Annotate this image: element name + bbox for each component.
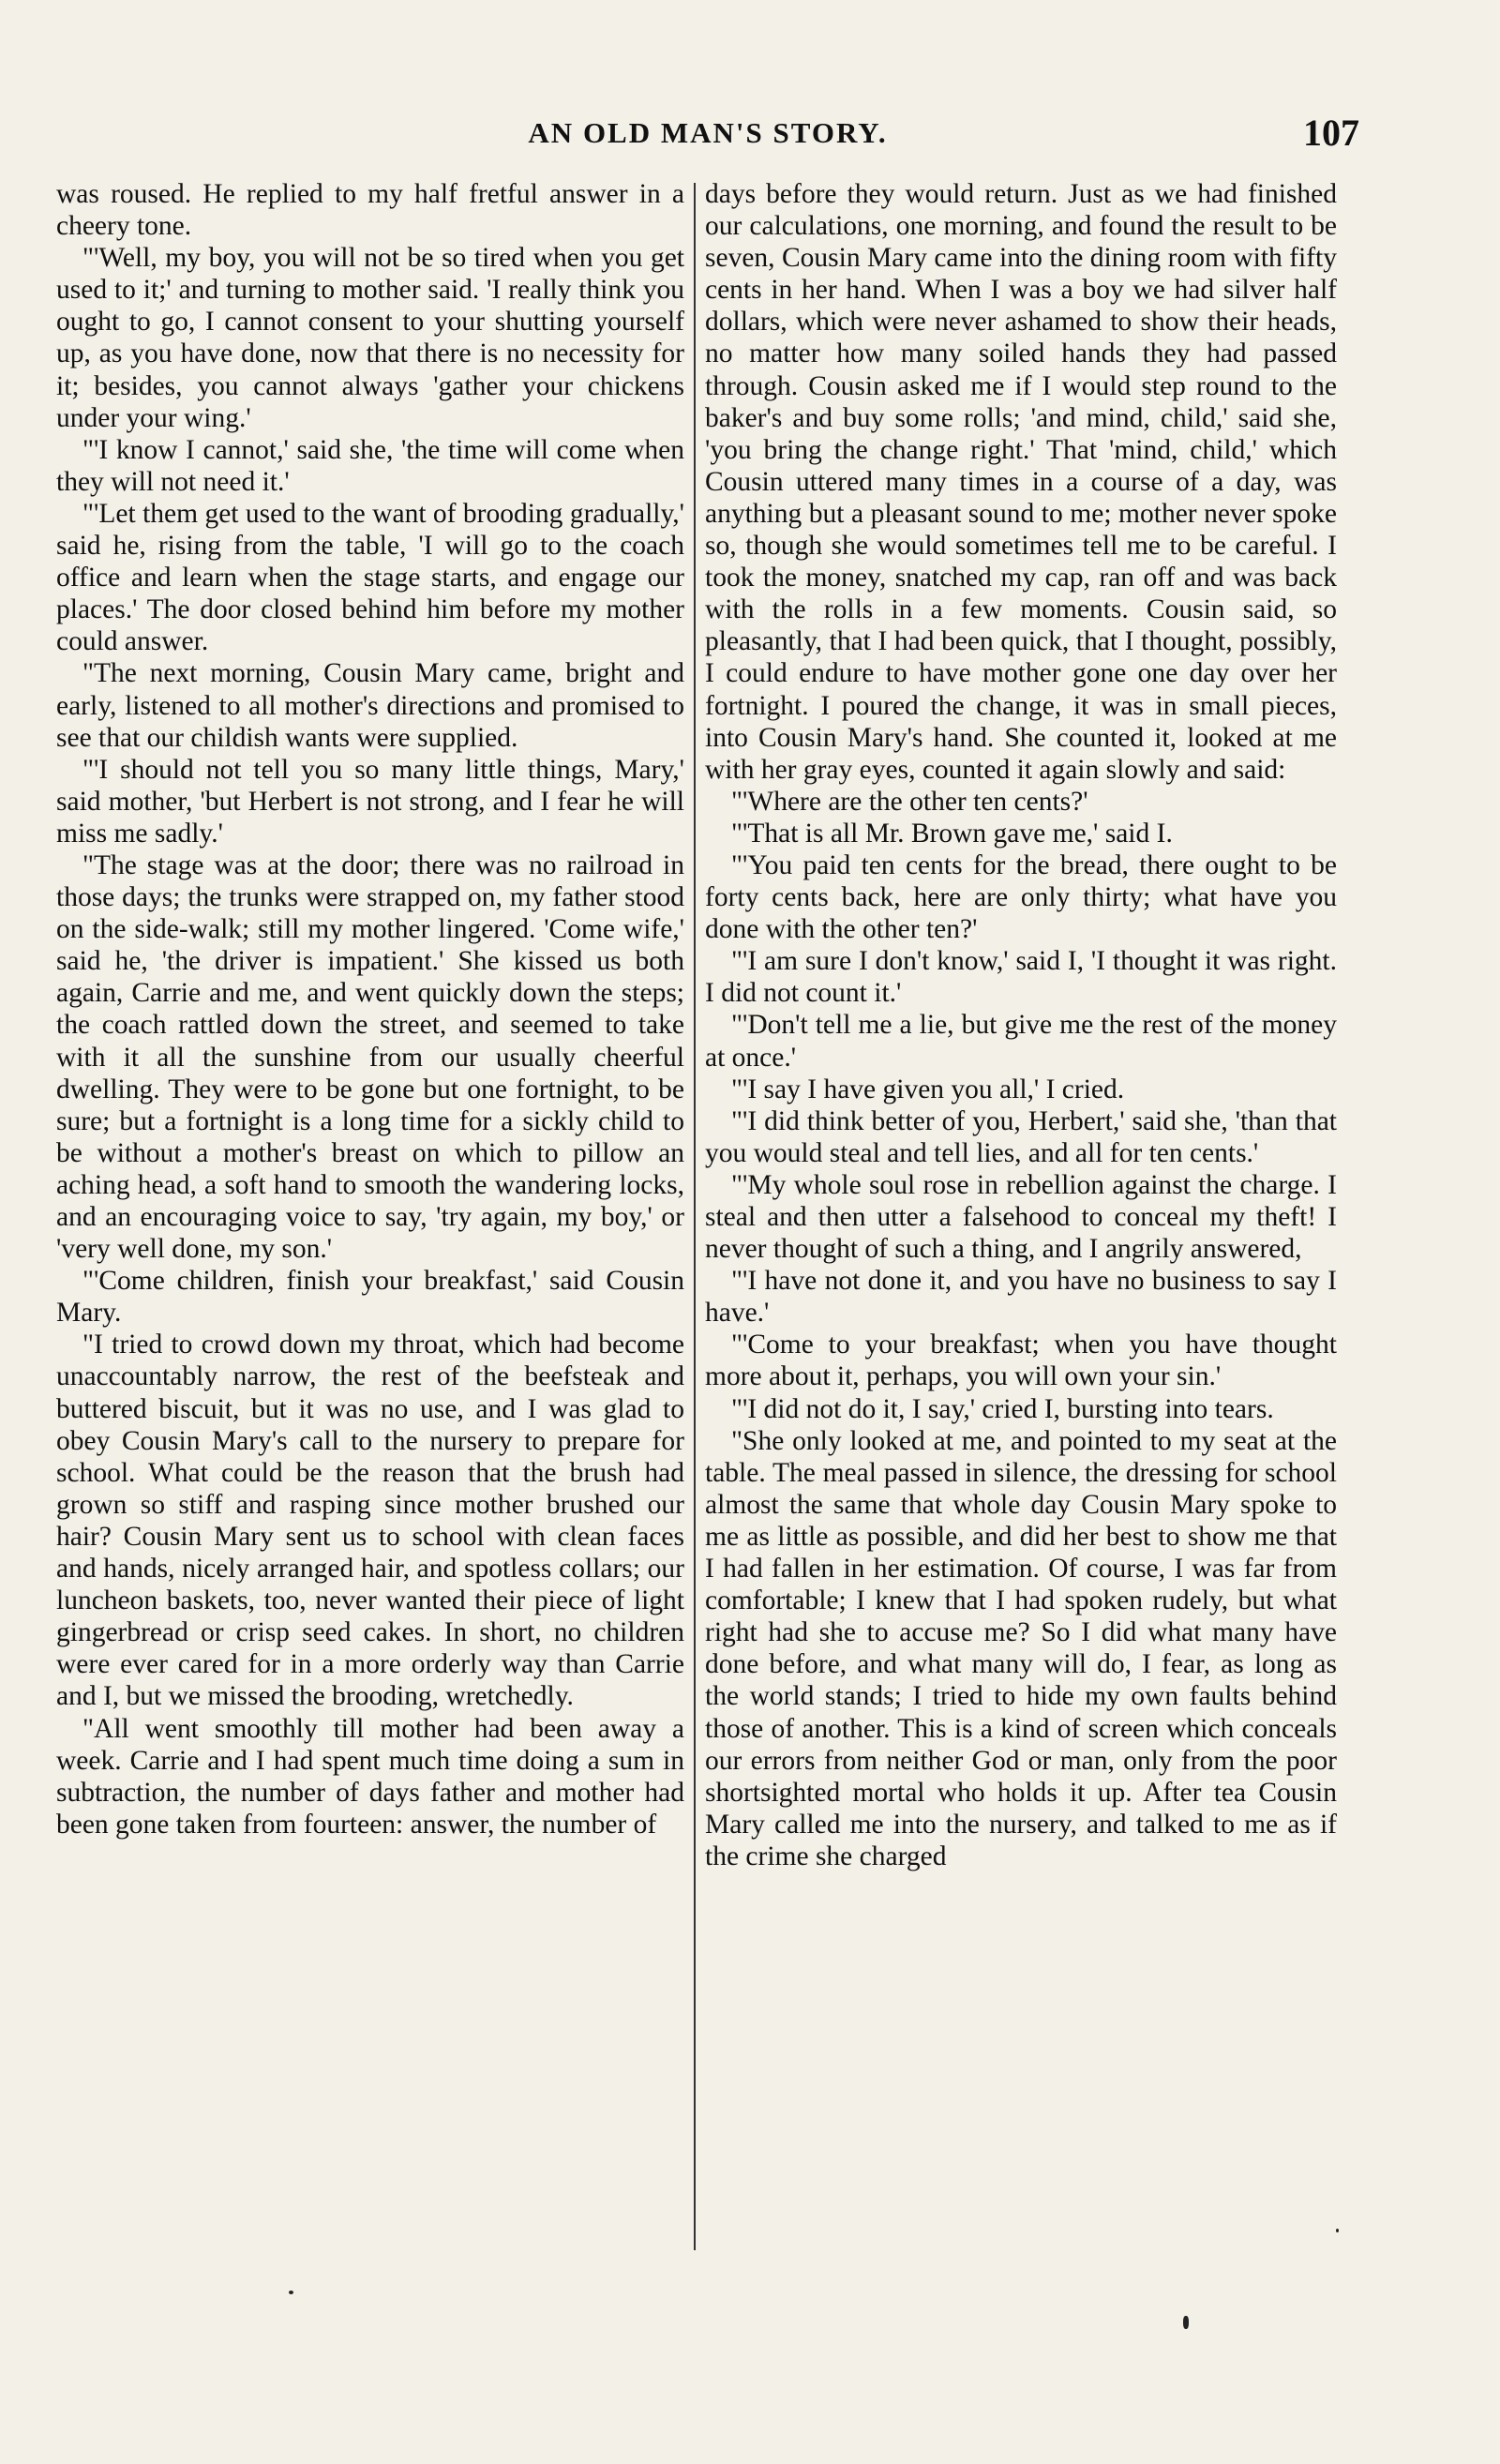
page-number: 107 [1303, 112, 1359, 154]
ink-speck [1336, 2229, 1339, 2232]
ink-speck [1183, 2316, 1189, 2329]
paragraph: "'Where are the other ten cents?' [731, 786, 1088, 817]
ink-speck [289, 2291, 293, 2294]
paragraph: "'My whole soul rose in rebellion against the charge. I steal and then utter a falsehood to conceal my theft! I never thought of such a thing, and I angrily answered, [705, 1169, 1337, 1265]
running-head [56, 111, 1359, 158]
paragraph: "I tried to crowd down my throat, which had become unaccountably narrow, the rest of the beefsteak and buttered biscuit, but it was no use, and I was glad to obey Cousin Mary's call to the nursery to prepare for school. What could be the reason that the brush had grown so stiff and rasping since mother brushed our hair? Cousin Mary sent us to school with clean faces and hands, nicely arranged hair, and spotless collars; our luncheon baskets, too, never wanted their piece of light gingerbread or crisp seed cakes. In short, no children were ever cared for in a more orderly way than Carrie and I, but we missed the brooding, wretchedly. [56, 1330, 684, 1712]
paragraph: "'I have not done it, and you have no business to say I have.' [705, 1266, 1337, 1329]
paragraph: "'I did not do it, I say,' cried I, bursting into tears. [731, 1393, 1274, 1424]
paragraph: "'Let them get used to the want of brooding gradually,' said he, rising from the table, 'I will go to the coach office and learn when the stage starts, and engage our places.' The door closed behind him before my mother could answer. [56, 498, 684, 657]
paragraph: was roused. He replied to my half fretful answer in a cheery tone. [56, 179, 684, 242]
paragraph: "'Don't tell me a lie, but give me the rest of the money at once.' [705, 1010, 1337, 1073]
paragraph: days before they would return. Just as we had finished our calculations, one morning, and found the result to be seven, Cousin Mary came into the dining room with fifty cents in her hand. When I was a boy we had silver half dollars, which were never ashamed to show their heads, no matter how many soiled hands they had passed through. Cousin asked me if I would step round to the baker's and buy some rolls; 'and mind, child,' said she, 'you bring the change right.' That 'mind, child,' which Cousin uttered many times in a course of a day, was anything but a pleasant sound to me; mother never spoke so, though she would sometimes tell me to be careful. I took the money, snatched my cap, ran off and was back with the rolls in a few moments. Cousin said, so pleasantly, that I had been quick, that I thought, possibly, I could endure to have mother gone one day over her fortnight. I poured the change, it was in small pieces, into Cousin Mary's hand. She counted it, looked at me with her gray eyes, counted it again slowly and said: [705, 179, 1337, 785]
paragraph: "'Come to your breakfast; when you have thought more about it, perhaps, you will own your sin.' [705, 1330, 1337, 1392]
left-column [56, 178, 684, 1840]
paragraph: "'I am sure I don't know,' said I, 'I thought it was right. I did not count it.' [705, 946, 1337, 1009]
paragraph: "The stage was at the door; there was no railroad in those days; the trunks were strapped on, my father stood on the side-walk; still my mother lingered. 'Come wife,' said he, 'the driver is impatient.' She kissed us both again, Carrie and me, and went quickly down the steps; the coach rattled down the street, and seemed to take with it all the sunshine from our usually cheerful dwelling. They were to be gone but one fortnight, to be sure; but a fortnight is a long time for a sickly child to be without a mother's breast on which to pillow an aching head, a soft hand to smooth the wandering locks, and an encouraging voice to say, 'try again, my boy,' or 'very well done, my son.' [56, 849, 684, 1265]
paragraph: "'I say I have given you all,' I cried. [731, 1074, 1125, 1104]
paragraph: "'You paid ten cents for the bread, there ought to be forty cents back, here are only thirty; what have you done with the other ten?' [705, 849, 1337, 945]
right-column [705, 178, 1337, 1872]
paragraph: "'I did think better of you, Herbert,' said she, 'than that you would steal and tell lies, and all for ten cents.' [705, 1105, 1337, 1168]
paragraph: "'That is all Mr. Brown gave me,' said I. [731, 818, 1173, 849]
column-divider [694, 183, 696, 2250]
paragraph: "'Come children, finish your breakfast,' said Cousin Mary. [56, 1266, 684, 1329]
paragraph: "All went smoothly till mother had been away a week. Carrie and I had spent much time doing a sum in subtraction, the number of days father and mother had been gone taken from fourteen: answer, the number of [56, 1713, 684, 1840]
paragraph: "She only looked at me, and pointed to my seat at the table. The meal passed in silence, the dressing for school almost the same that whole day Cousin Mary spoke to me as little as possible, and did her best to show me that I had fallen in her estimation. Of course, I was far from comfortable; I knew that I had spoken rudely, but what right had she to accuse me? So I did what many have done before, and what many will do, I fear, as long as the world stands; I tried to hide my own faults behind those of another. This is a kind of screen which conceals our errors from neither God or man, only from the poor shortsighted mortal who holds it up. After tea Cousin Mary called me into the nursery, and talked to me as if the crime she charged [705, 1425, 1337, 1871]
paragraph: "The next morning, Cousin Mary came, bright and early, listened to all mother's directions and promised to see that our childish wants were supplied. [56, 658, 684, 753]
paragraph: "'Well, my boy, you will not be so tired when you get used to it;' and turning to mother said. 'I really think you ought to go, I cannot consent to your shutting yourself up, as you have done, now that there is no necessity for it; besides, you cannot always 'gather your chickens under your wing.' [56, 243, 684, 433]
paragraph: "'I know I cannot,' said she, 'the time will come when they will not need it.' [56, 434, 684, 497]
running-title: AN OLD MAN'S STORY. [528, 116, 888, 149]
paragraph: "'I should not tell you so many little things, Mary,' said mother, 'but Herbert is not strong, and I fear he will miss me sadly.' [56, 754, 684, 849]
